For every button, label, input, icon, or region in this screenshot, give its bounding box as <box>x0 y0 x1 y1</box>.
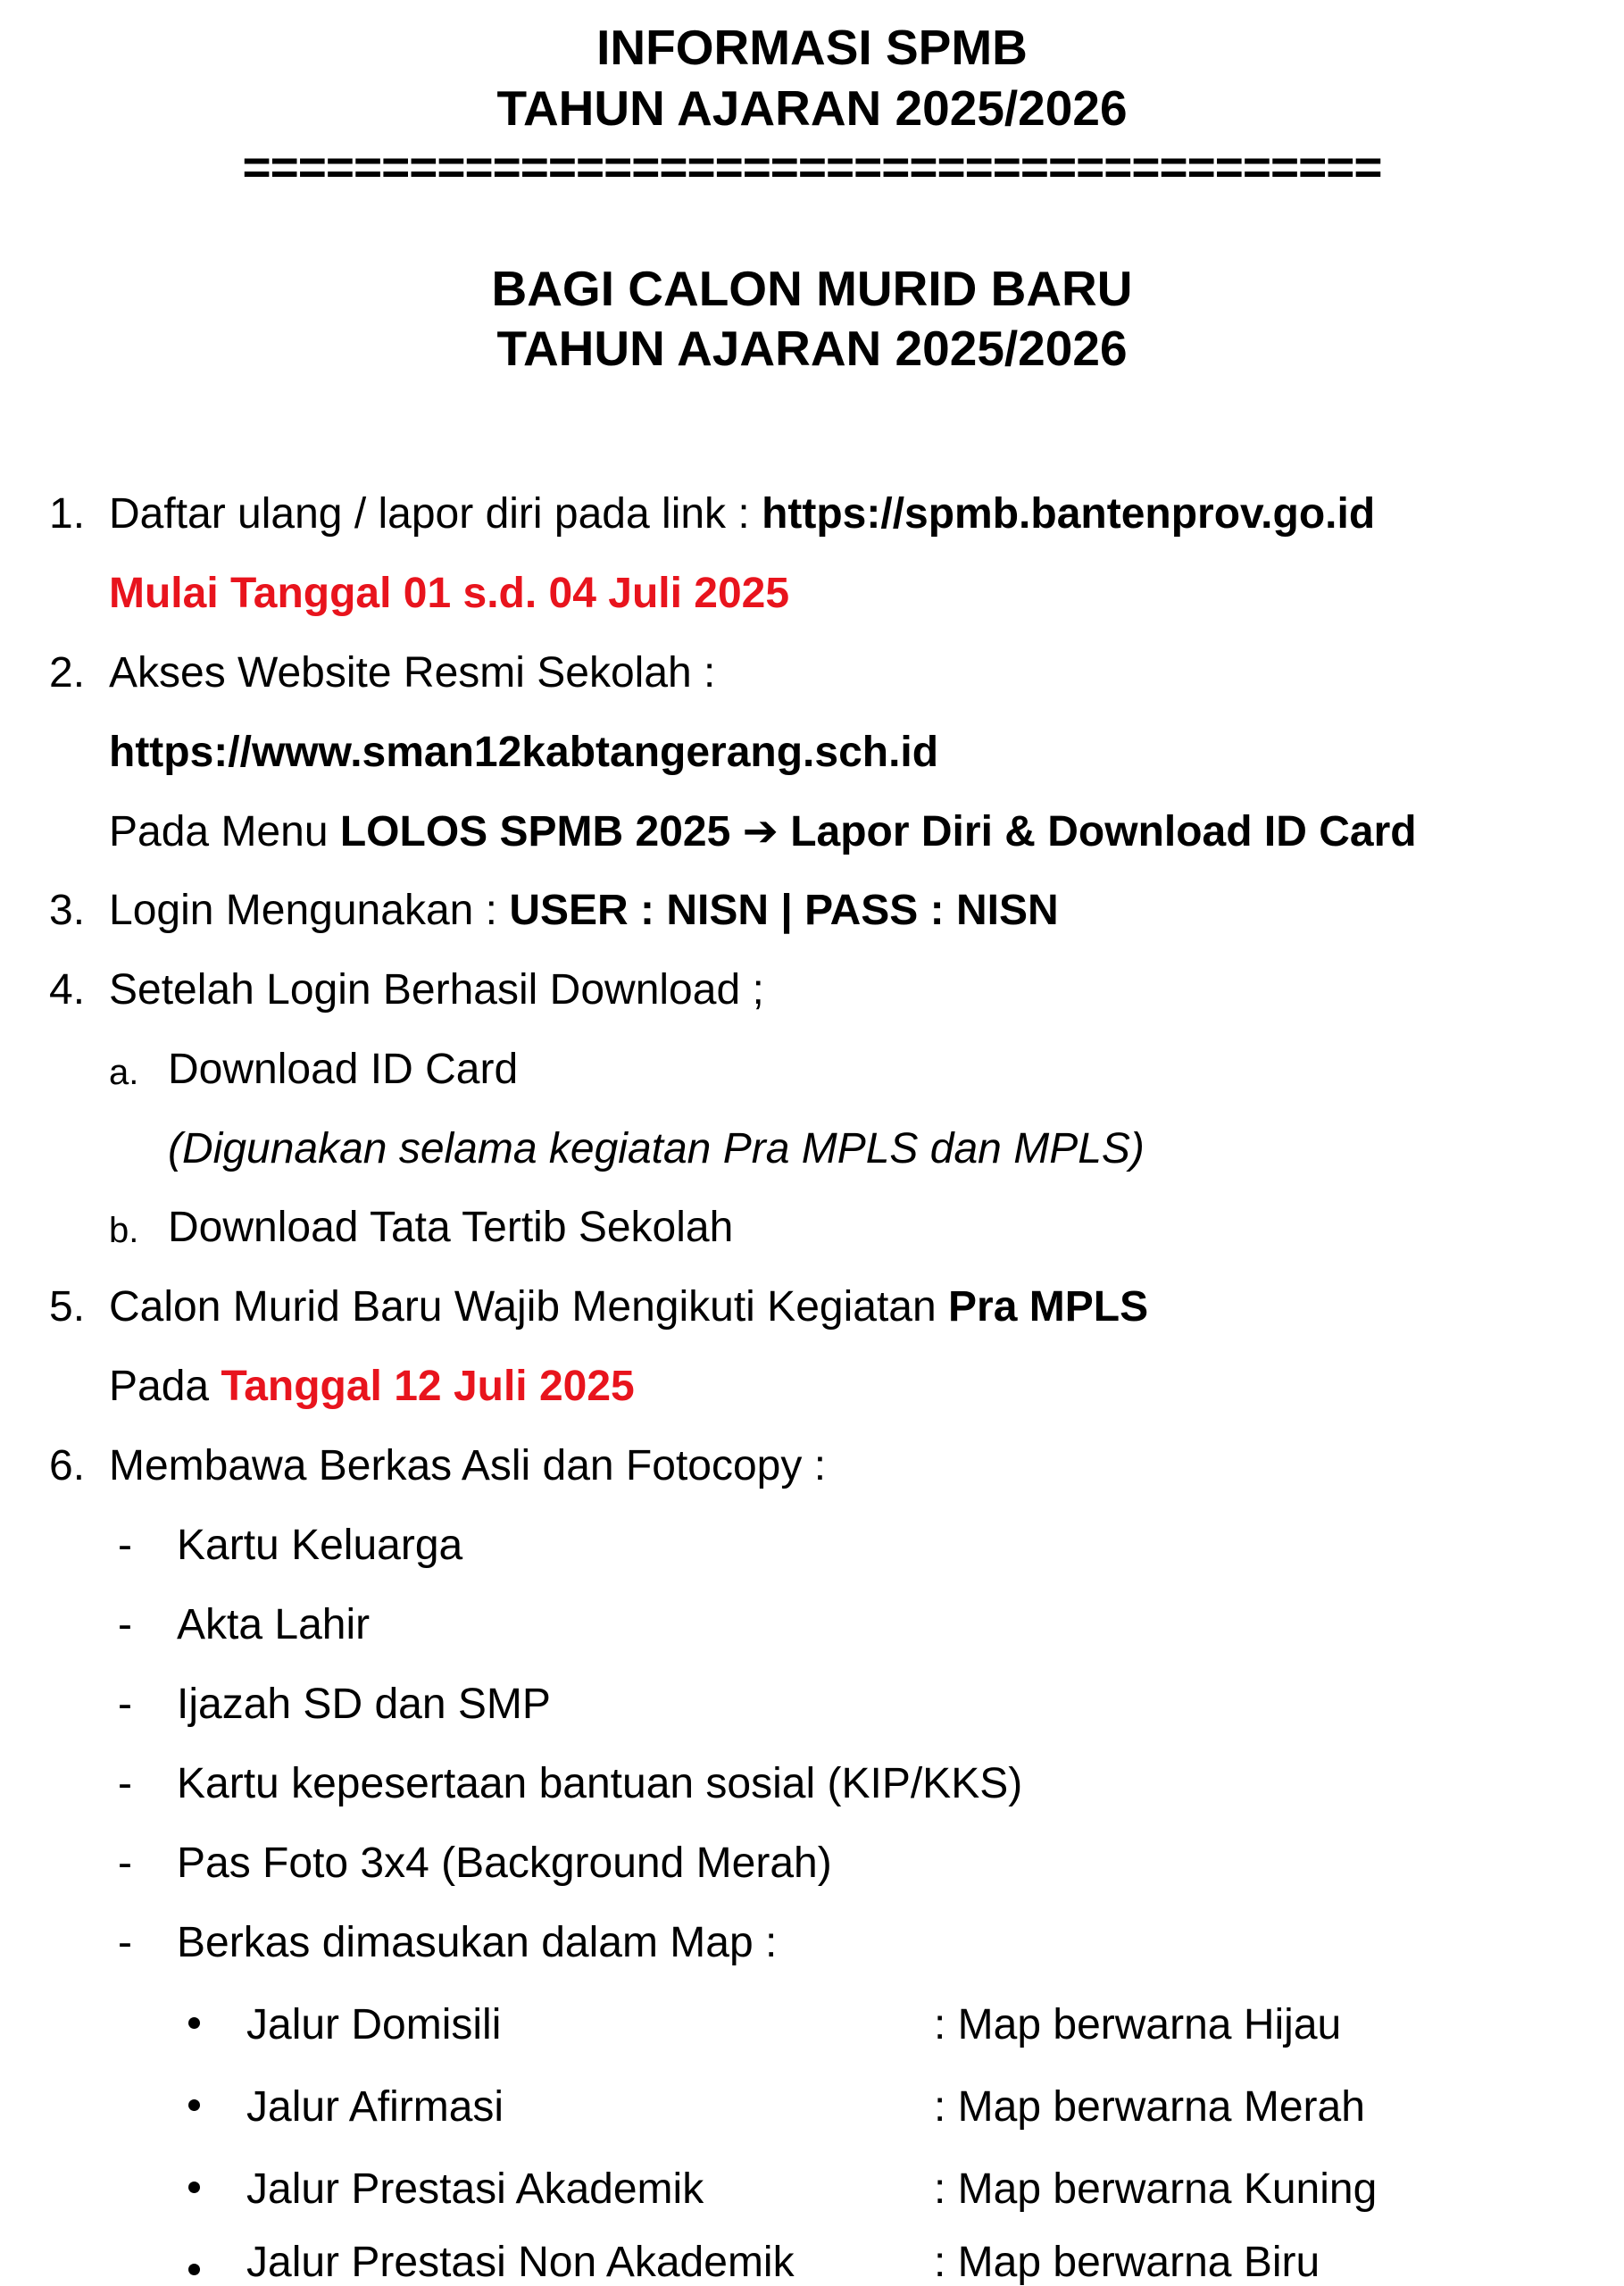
page-title: INFORMASI SPMB <box>596 20 1028 75</box>
step-4a-note: (Digunakan selama kegiatan Pra MPLS dan MPLS) <box>168 1125 1145 1172</box>
step-5 <box>109 1283 1149 1331</box>
arrow-right-icon: ➔ <box>742 808 779 855</box>
step-6-number: 6. <box>49 1442 86 1489</box>
document-item: Ijazah SD dan SMP <box>177 1681 551 1728</box>
document-item: Pas Foto 3x4 (Background Merah) <box>177 1840 832 1887</box>
step-2-text: Akses Website Resmi Sekolah : <box>109 649 716 697</box>
bullet-icon <box>188 2182 200 2193</box>
bullet-icon <box>188 2017 200 2029</box>
document-item: Kartu Keluarga <box>177 1522 463 1569</box>
step-1-text: Daftar ulang / lapor diri pada link : <box>109 490 762 538</box>
jalur-name: Jalur Prestasi Akademik <box>246 2165 704 2213</box>
map-color: : Map berwarna Kuning <box>934 2165 1378 2213</box>
step-5-number: 5. <box>49 1283 86 1331</box>
step-2-menu-prefix: Pada Menu <box>109 808 340 855</box>
dash-marker: - <box>118 1681 132 1728</box>
dash-marker: - <box>118 1760 132 1807</box>
step-6-text: Membawa Berkas Asli dan Fotocopy : <box>109 1442 827 1489</box>
step-5-date-line <box>109 1365 635 1408</box>
map-color: : Map berwarna Hijau <box>934 2001 1342 2048</box>
step-3-text: Login Mengunakan : <box>109 887 510 934</box>
jalur-name: Jalur Domisili <box>246 2001 502 2048</box>
subtitle-year: TAHUN AJARAN 2025/2026 <box>496 321 1128 376</box>
school-website-link[interactable]: https://www.sman12kabtangerang.sch.id <box>109 729 939 776</box>
step-3-number: 3. <box>49 887 86 934</box>
jalur-name: Jalur Prestasi Non Akademik <box>246 2239 795 2286</box>
step-4a-label: a. <box>109 1053 139 1092</box>
map-color: : Map berwarna Biru <box>934 2239 1320 2286</box>
menu-lapor-diri: Lapor Diri & Download ID Card <box>790 808 1417 855</box>
dash-marker: - <box>118 1919 132 1966</box>
login-credentials: USER : NISN | PASS : NISN <box>509 887 1059 934</box>
step-1-number: 1. <box>49 490 86 538</box>
dash-marker: - <box>118 1840 132 1887</box>
step-5-text: Calon Murid Baru Wajib Mengikuti Kegiatan <box>109 1283 949 1331</box>
jalur-name: Jalur Afirmasi <box>246 2083 504 2131</box>
step-5-date-prefix: Pada <box>109 1363 221 1410</box>
map-color: : Map berwarna Merah <box>934 2083 1365 2131</box>
bullet-icon <box>188 2099 200 2111</box>
document-item: Berkas dimasukan dalam Map : <box>177 1919 778 1966</box>
step-1-date: Mulai Tanggal 01 s.d. 04 Juli 2025 <box>109 570 790 617</box>
step-4-number: 4. <box>49 966 86 1014</box>
bullet-icon <box>188 2264 200 2275</box>
step-4a-text: Download ID Card <box>168 1046 519 1093</box>
document-item: Akta Lahir <box>177 1601 371 1648</box>
dash-marker: - <box>118 1522 132 1569</box>
step-4b-text: Download Tata Tertib Sekolah <box>168 1204 734 1251</box>
menu-lolos-spmb: LOLOS SPMB 2025 <box>339 808 731 855</box>
step-5-date: Tanggal 12 Juli 2025 <box>221 1363 635 1410</box>
step-4b-label: b. <box>109 1211 139 1250</box>
dash-marker: - <box>118 1601 132 1648</box>
spmb-link[interactable]: https://spmb.bantenprov.go.id <box>762 490 1376 538</box>
pra-mpls: Pra MPLS <box>948 1283 1149 1331</box>
step-1 <box>109 490 1376 538</box>
subtitle: BAGI CALON MURID BARU <box>491 261 1133 316</box>
document-item: Kartu kepesertaan bantuan sosial (KIP/KKS) <box>177 1760 1023 1807</box>
step-3 <box>109 889 1059 932</box>
step-2-menu <box>109 808 1417 855</box>
page-title-year: TAHUN AJARAN 2025/2026 <box>496 80 1128 136</box>
step-2-number: 2. <box>49 649 86 697</box>
step-4-text: Setelah Login Berhasil Download ; <box>109 966 764 1014</box>
title-divider: ========================================= <box>242 139 1382 195</box>
